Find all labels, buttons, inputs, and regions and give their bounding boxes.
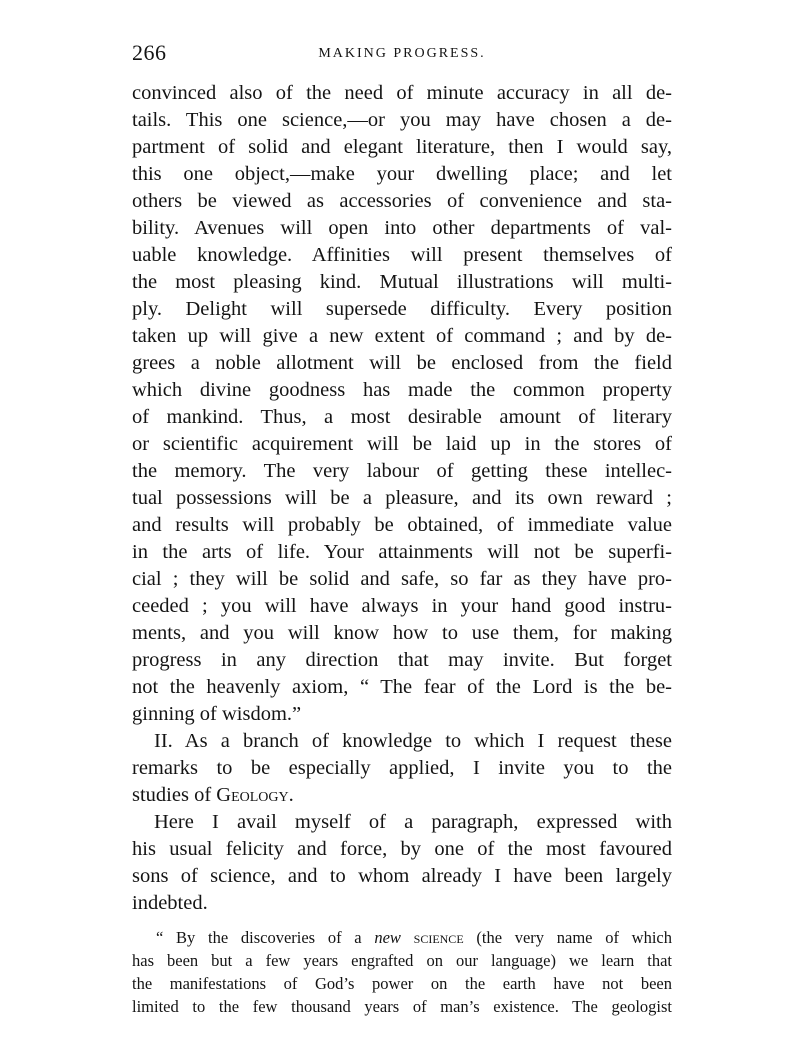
footnote-science: science: [413, 928, 464, 947]
body-line: others be viewed as accessories of convenience and sta-: [132, 190, 672, 212]
body-line: sons of science, and to whom already I have been largely: [132, 865, 672, 887]
body-line: taken up will give a new extent of command ; and by de-: [132, 325, 672, 347]
body-line: the memory. The very labour of getting these intellec-: [132, 460, 672, 482]
footnote-text: “ By the discoveries of a: [156, 928, 375, 947]
body-line: ments, and you will know how to use them, for making: [132, 622, 672, 644]
footnote-line: has been but a few years engrafted on our language) we learn that: [132, 951, 672, 970]
body-line: II. As a branch of knowledge to which I request these: [154, 730, 672, 752]
body-line: uable knowledge. Affinities will present themselves of: [132, 244, 672, 266]
body-line: of mankind. Thus, a most desirable amount of literary: [132, 406, 672, 428]
body-line-geology: [132, 782, 672, 809]
running-title: MAKING PROGRESS.: [318, 46, 486, 61]
body-text: [132, 80, 672, 917]
footnote: [132, 926, 672, 1018]
body-line: and results will probably be obtained, of immediate value: [132, 514, 672, 536]
body-line-text: studies of: [132, 784, 217, 806]
body-line: Here I avail myself of a paragraph, expressed with: [154, 811, 672, 833]
page-number: 266: [132, 40, 167, 65]
body-line: bility. Avenues will open into other departments of val-: [132, 217, 672, 239]
running-head: [132, 40, 672, 70]
body-line: ply. Delight will supersede difficulty. Every position: [132, 298, 672, 320]
body-line: his usual felicity and force, by one of the most favoured: [132, 838, 672, 860]
body-line: tual possessions will be a pleasure, and its own reward ;: [132, 487, 672, 509]
body-line: ceeded ; you will have always in your hand good instru-: [132, 595, 672, 617]
body-line: grees a noble allotment will be enclosed from the field: [132, 352, 672, 374]
footnote-new-italic: new: [374, 928, 401, 947]
footnote-line: [132, 926, 672, 949]
body-line: progress in any direction that may invite. But forget: [132, 649, 672, 671]
footnote-line: the manifestations of God’s power on the earth have not been: [132, 974, 672, 993]
body-line: or scientific acquirement will be laid up in the stores of: [132, 433, 672, 455]
footnote-line: limited to the few thousand years of man’s existence. The geologist: [132, 997, 672, 1016]
body-line: tails. This one science,—or you may have chosen a de-: [132, 109, 672, 131]
body-line: cial ; they will be solid and safe, so far as they have pro-: [132, 568, 672, 590]
body-line: partment of solid and elegant literature, then I would say,: [132, 136, 672, 158]
body-line: this one object,—make your dwelling place; and let: [132, 163, 672, 185]
body-line: the most pleasing kind. Mutual illustrations will multi-: [132, 271, 672, 293]
body-line: indebted.: [132, 892, 208, 914]
body-line: in the arts of life. Your attainments will not be superfi-: [132, 541, 672, 563]
geology-period: .: [288, 784, 294, 806]
geology-word: Geology: [216, 784, 289, 806]
body-line: remarks to be especially applied, I invite you to the: [132, 757, 672, 779]
body-line: which divine goodness has made the common property: [132, 379, 672, 401]
footnote-text: (the very name of which: [463, 928, 673, 947]
body-line: ginning of wisdom.”: [132, 703, 302, 725]
body-line: not the heavenly axiom, “ The fear of the Lord is the be-: [132, 676, 672, 698]
body-line: convinced also of the need of minute accuracy in all de-: [132, 82, 672, 104]
